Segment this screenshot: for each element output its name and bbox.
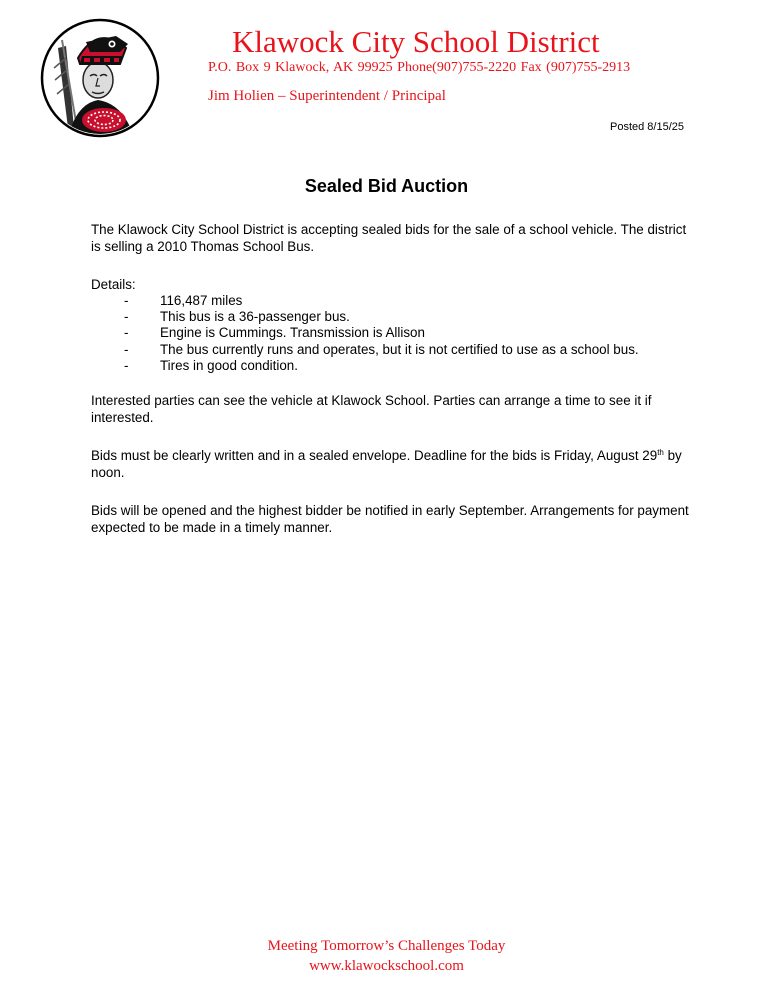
list-item: - 116,487 miles bbox=[124, 293, 243, 308]
footer-website[interactable]: www.klawockschool.com bbox=[309, 958, 464, 974]
closing-paragraph: Bids will be opened and the highest bidder be notified in early September. Arrangements for payment expected to be made in a timely manner. bbox=[91, 503, 689, 535]
list-item: - Tires in good condition. bbox=[124, 357, 298, 373]
district-name: Klawock City School District bbox=[232, 24, 600, 59]
list-item: - The bus currently runs and operates, but it is not certified to use as a school bus. bbox=[124, 341, 639, 357]
superintendent-line: Jim Holien – Superintendent / Principal bbox=[208, 88, 446, 104]
posted-date: Posted 8/15/25 bbox=[609, 121, 684, 133]
district-logo bbox=[40, 18, 160, 138]
list-item: - This bus is a 36-passenger bus. bbox=[124, 309, 350, 325]
details-heading: Details: bbox=[91, 277, 136, 292]
footer-motto: Meeting Tomorrow’s Challenges Today bbox=[267, 938, 506, 954]
address-line: P.O. Box 9 Klawock, AK 99925 Phone(907)755-2220 Fax (907)755-2913 bbox=[208, 60, 631, 75]
deadline-paragraph: Bids must be clearly written and in a sealed envelope. Deadline for the bids is Friday, August 29th by noon. bbox=[91, 448, 682, 480]
list-item: - Engine is Cummings. Transmission is Allison bbox=[124, 325, 425, 341]
details-list bbox=[124, 293, 639, 374]
document-title: Sealed Bid Auction bbox=[304, 176, 469, 196]
viewing-paragraph: Interested parties can see the vehicle at Klawock School. Parties can arrange a time to see it if interested. bbox=[91, 393, 652, 425]
intro-paragraph: The Klawock City School District is accepting sealed bids for the sale of a school vehicle. The district is selling a 2010 Thomas School Bus. bbox=[91, 222, 687, 254]
